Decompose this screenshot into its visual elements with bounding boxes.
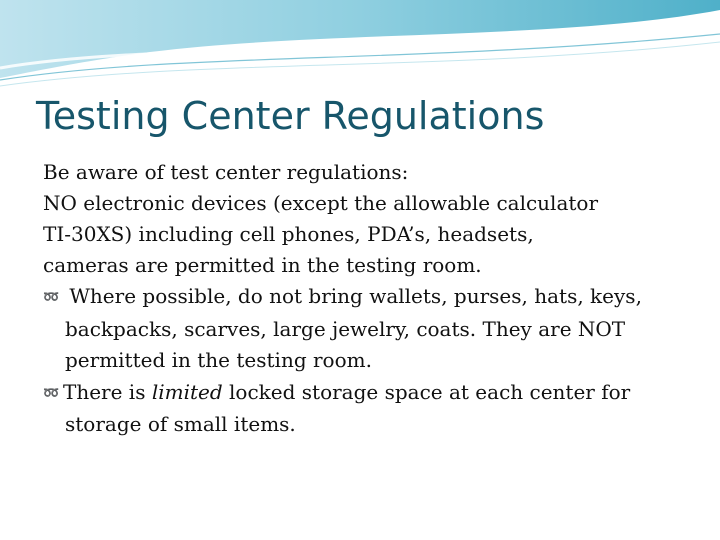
intro-line: NO electronic devices (except the allowable calculator xyxy=(43,191,599,215)
slide-body xyxy=(43,157,683,441)
slide-title: Testing Center Regulations xyxy=(36,94,545,138)
emphasis-text: limited xyxy=(151,379,223,404)
intro-line: Be aware of test center regulations: xyxy=(43,160,409,184)
swirl-bullet-icon: ➿ xyxy=(43,385,60,401)
intro-line: TI-30XS) including cell phones, PDA’s, headsets, xyxy=(43,222,534,246)
bullet-text: Where possible, do not bring wallets, purses, hats, keys, backpacks, scarves, large jewelry, coats. They are NOT permitted in the testing room. xyxy=(63,284,642,372)
bullet-item xyxy=(43,281,683,377)
bullet-text: There is xyxy=(63,379,152,404)
bullet-text: locked storage space at each center for storage of small items. xyxy=(65,379,631,436)
header-wave-decoration xyxy=(0,0,720,90)
bullet-item xyxy=(43,377,683,441)
swirl-bullet-icon: ➿ xyxy=(43,290,60,305)
intro-line: cameras are permitted in the testing room. xyxy=(43,253,482,277)
